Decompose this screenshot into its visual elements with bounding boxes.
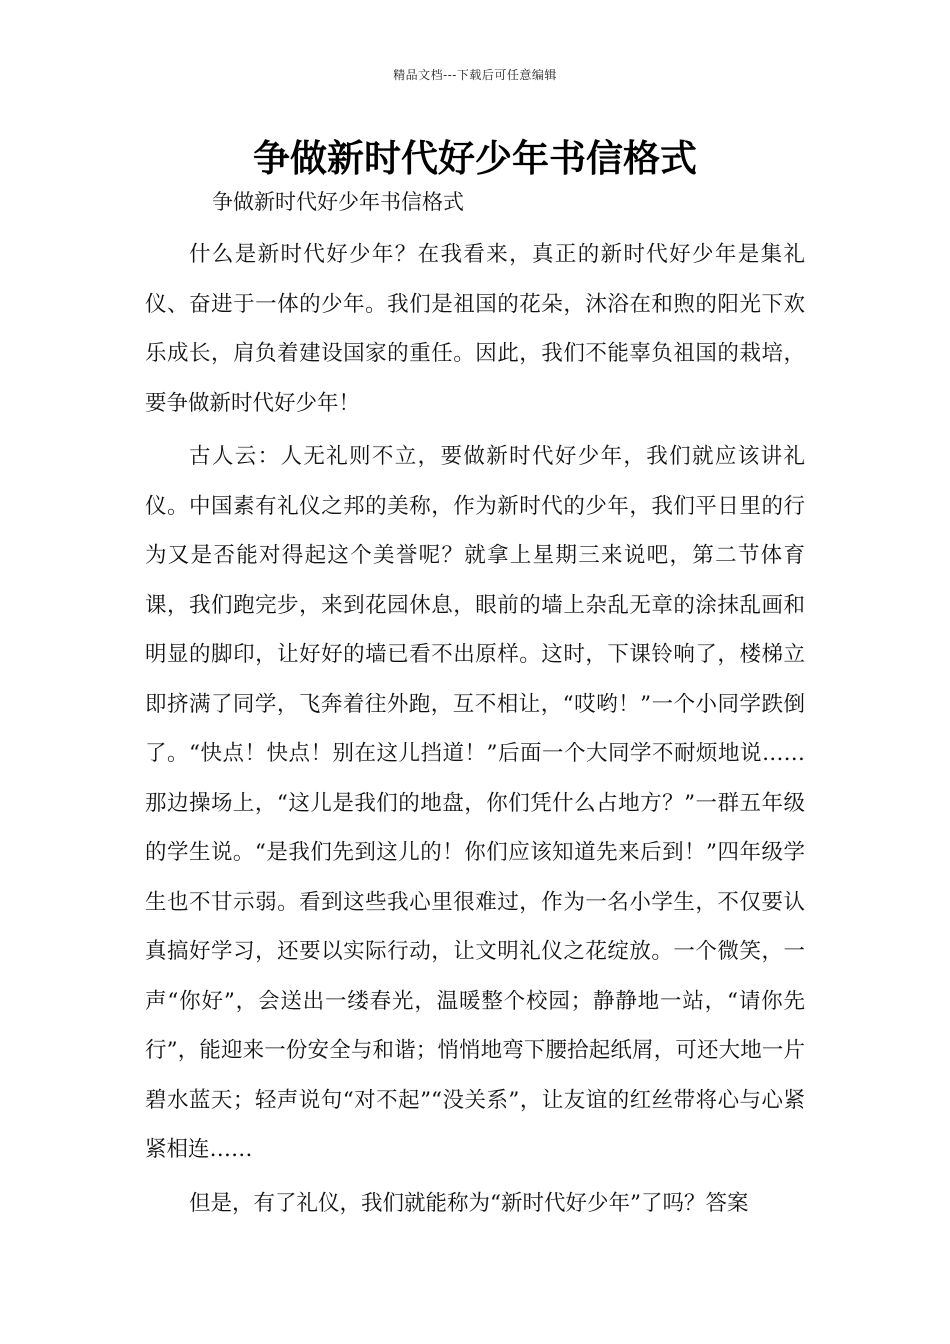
- header-note: 精品文档---下载后可任意编辑: [393, 68, 557, 82]
- paragraph: 什么是新时代好少年？在我看来，真正的新时代好少年是集礼仪、奋进于一体的少年。我们是祖国的花朵，沐浴在和煦的阳光下欢乐成长，肩负着建设国家的重任。因此，我们不能辜负祖国的栽培，要争做新时代好少年！: [145, 242, 805, 416]
- paragraph: 古人云：人无礼则不立，要做新时代好少年，我们就应该讲礼仪。中国素有礼仪之邦的美称，作为新时代的少年，我们平日里的行为又是否能对得起这个美誉呢？就拿上星期三来说吧，第二节体育课，我们跑完步，来到花园休息，眼前的墙上杂乱无章的涂抹乱画和明显的脚印，让好好的墙已看不出原样。这时，下课铃响了，楼梯立即挤满了同学，飞奔着往外跑，互不相让，“哎哟！”一个小同学跌倒了。“快点！快点！别在这儿挡道！”后面一个大同学不耐烦地说……那边操场上，“这儿是我们的地盘，你们凭什么占地方？”一群五年级的学生说。“是我们先到这儿的！你们应该知道先来后到！”四年级学生也不甘示弱。看到这些我心里很难过，作为一名小学生，不仅要认真搞好学习，还要以实际行动，让文明礼仪之花绽放。一个微笑，一声“你好”，会送出一缕春光，温暖整个校园；静静地一站，“请你先行”，能迎来一份安全与和谐；悄悄地弯下腰拾起纸屑，可还大地一片碧水蓝天；轻声说句“对不起”“没关系”，让友谊的红丝带将心与心紧紧相连……: [145, 444, 805, 1162]
- document-subtitle: 争做新时代好少年书信格式: [212, 190, 464, 214]
- paragraph: 但是，有了礼仪，我们就能称为“新时代好少年”了吗？答案: [189, 1190, 749, 1216]
- document-body: [145, 230, 805, 1228]
- document-title: 争做新时代好少年书信格式: [253, 137, 697, 180]
